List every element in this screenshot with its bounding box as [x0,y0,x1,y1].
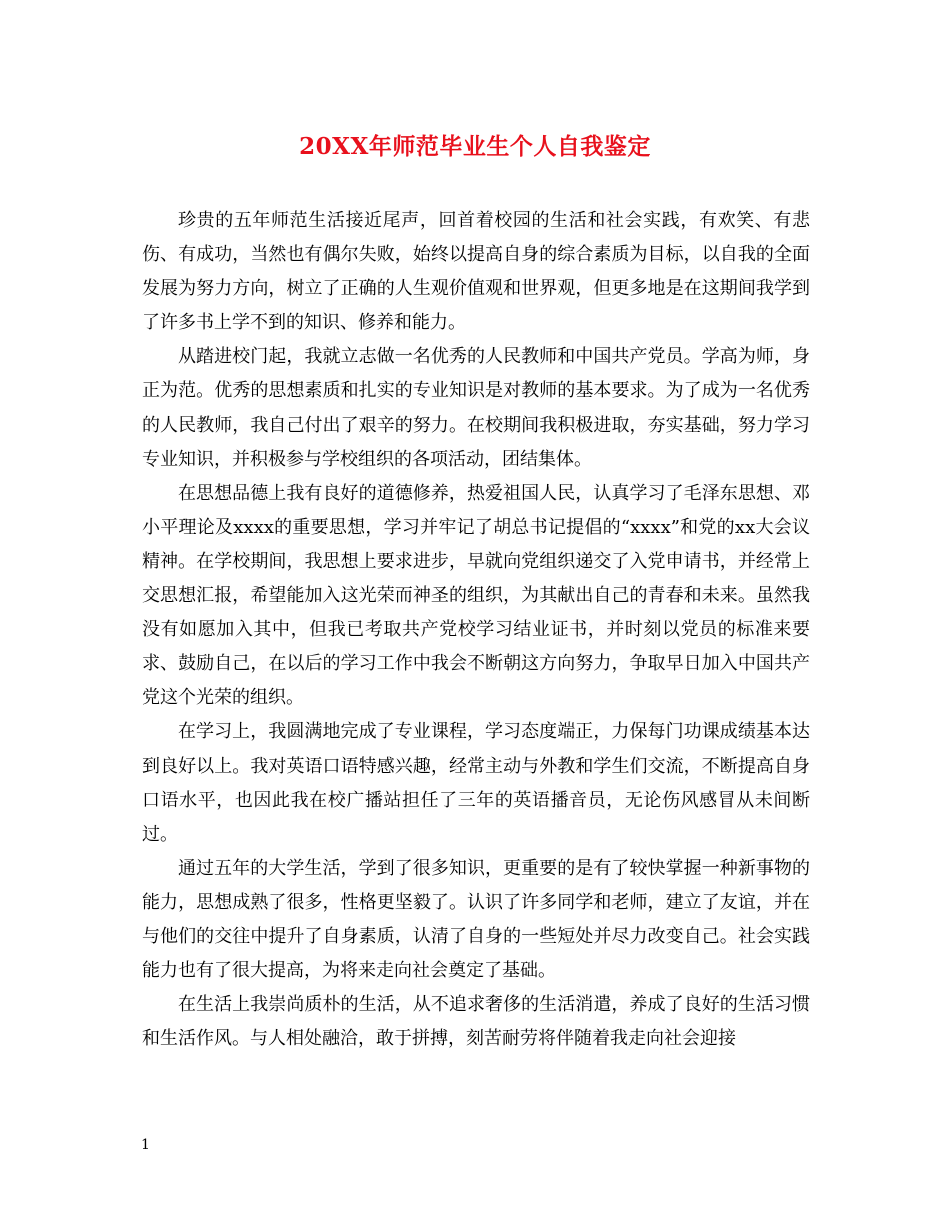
page-number: 1 [141,1137,150,1153]
document-title: 20XX年师范毕业生个人自我鉴定 [299,133,651,160]
paragraph: 通过五年的大学生活，学到了很多知识，更重要的是有了较快掌握一种新事物的能力，思想成熟了很多，性格更坚毅了。认识了许多同学和老师，建立了友谊，并在与他们的交往中提升了自身素质，认清了自身的一些短处并尽力改变自己。社会实践能力也有了很大提高，为将来走向社会奠定了基础。 [142,857,810,982]
document-body [142,204,810,1056]
paragraph: 在生活上我崇尚质朴的生活，从不追求奢侈的生活消遣，养成了良好的生活习惯和生活作风。与人相处融洽，敢于拼搏，刻苦耐劳将伴随着我走向社会迎接 [142,994,810,1050]
paragraph: 在思想品德上我有良好的道德修养，热爱祖国人民，认真学习了毛泽东思想、邓小平理论及xxxx的重要思想，学习并牢记了胡总书记提倡的“xxxx”和党的xx大会议精神。在学校期间，我思想上要求进步，早就向党组织递交了入党申请书，并经常上交思想汇报，希望能加入这光荣而神圣的组织，为其献出自己的青春和未来。虽然我没有如愿加入其中，但我已考取共产党校学习结业证书，并时刻以党员的标准来要求、鼓励自己，在以后的学习工作中我会不断朝这方向努力，争取早日加入中国共产党这个光荣的组织。 [142,482,810,709]
paragraph: 在学习上，我圆满地完成了专业课程，学习态度端正，力保每门功课成绩基本达到良好以上。我对英语口语特感兴趣，经常主动与外教和学生们交流，不断提高自身口语水平，也因此我在校广播站担任了三年的英语播音员，无论伤风感冒从未间断过。 [142,721,810,845]
paragraph: 珍贵的五年师范生活接近尾声，回首着校园的生活和社会实践，有欢笑、有悲伤、有成功，当然也有偶尔失败，始终以提高自身的综合素质为目标，以自我的全面发展为努力方向，树立了正确的人生观价值观和世界观，但更多地是在这期间我学到了许多书上学不到的知识、修养和能力。 [142,210,810,334]
paragraph: 从踏进校门起，我就立志做一名优秀的人民教师和中国共产党员。学高为师，身正为范。优秀的思想素质和扎实的专业知识是对教师的基本要求。为了成为一名优秀的人民教师，我自己付出了艰辛的努力。在校期间我积极进取，夯实基础，努力学习专业知识，并积极参与学校组织的各项活动，团结集体。 [142,346,810,470]
